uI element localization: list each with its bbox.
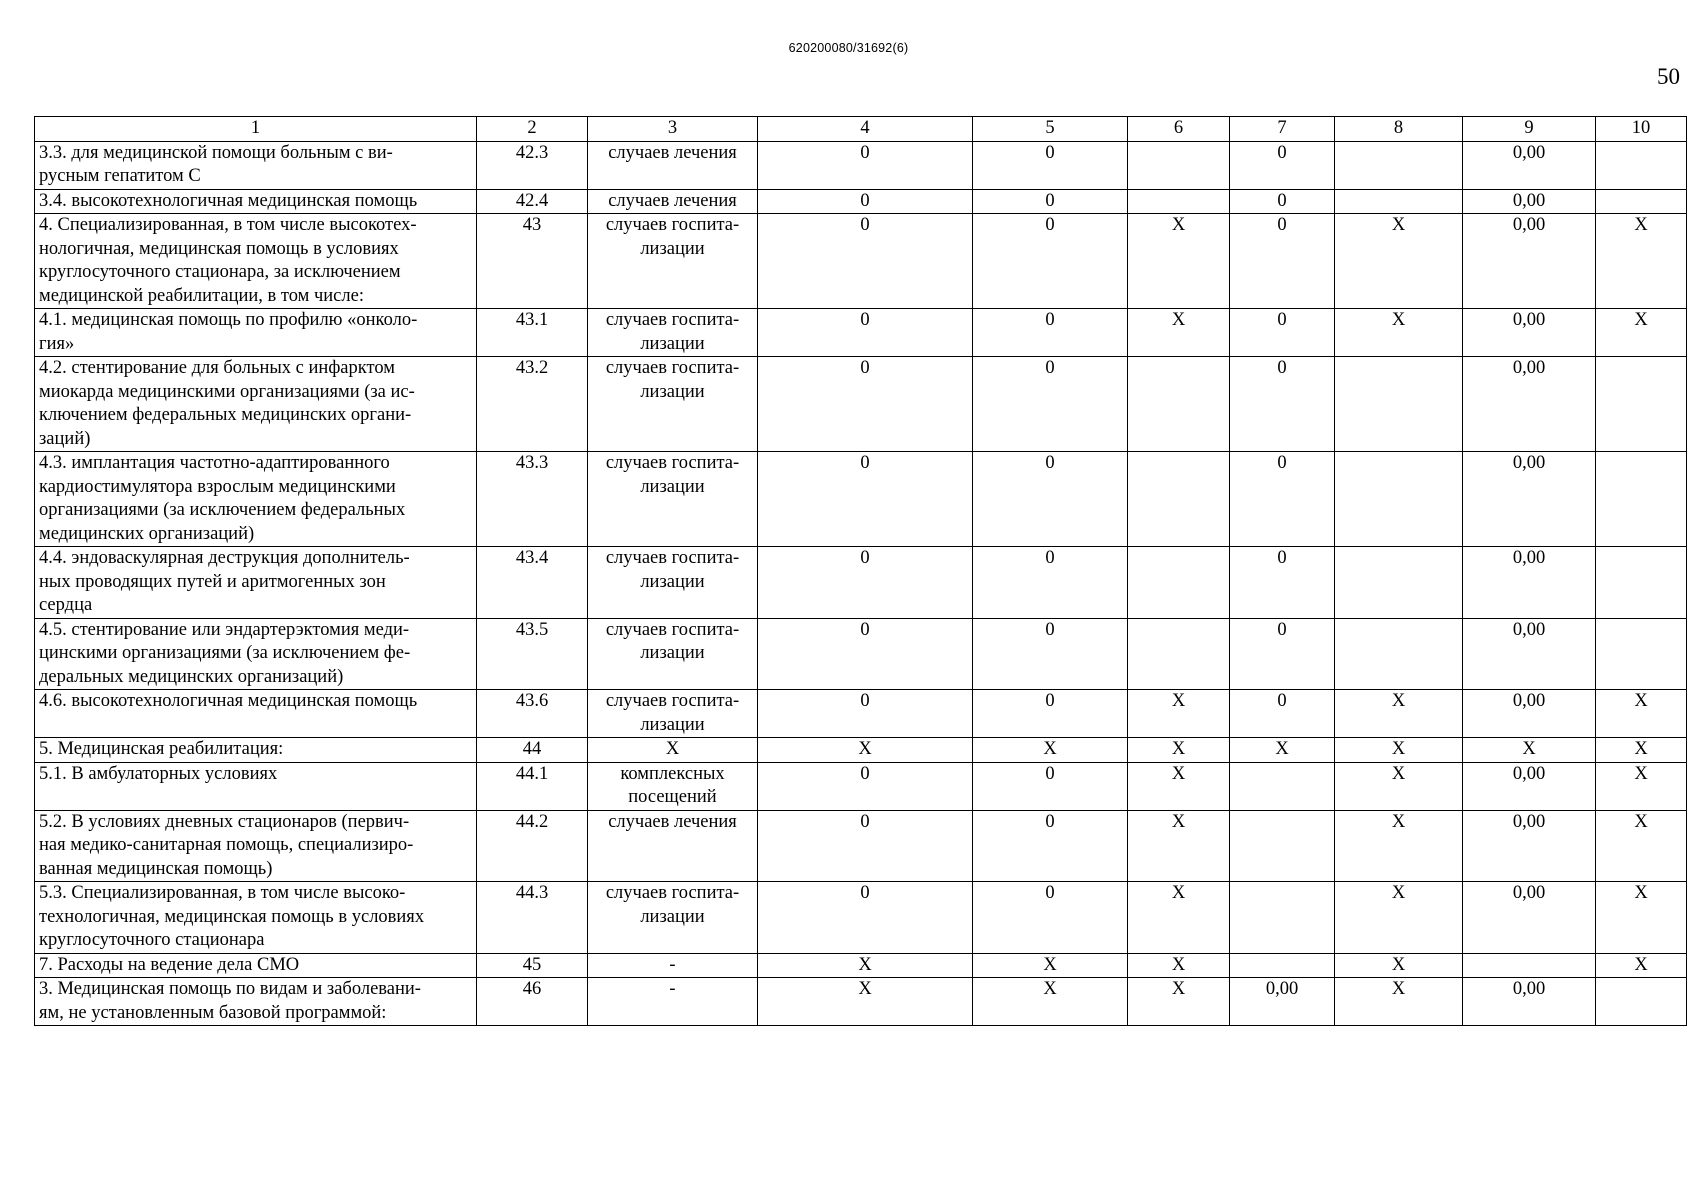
page-number: 50 xyxy=(1657,64,1680,89)
row-label-line: 7. Расходы на ведение дела СМО xyxy=(39,954,300,975)
table-cell: случаев лечения xyxy=(588,189,758,214)
row-label xyxy=(35,978,477,1026)
row-label-line: круглосуточного стационара xyxy=(39,930,265,950)
table-cell: 0,00 xyxy=(1463,452,1596,547)
row-label-line: медицинских организаций) xyxy=(39,523,255,544)
table-cell: 44.3 xyxy=(477,882,588,954)
table-cell: X xyxy=(1596,882,1687,954)
table-cell xyxy=(1128,141,1230,189)
row-label-line: 4.6. высокотехнологичная медицинская помощь xyxy=(39,691,418,711)
table-cell: X xyxy=(1128,810,1230,882)
row-label-line: ная медико-санитарная помощь, специализиро- xyxy=(39,835,414,855)
table-cell xyxy=(1596,618,1687,690)
table-cell xyxy=(1128,618,1230,690)
table-cell: X xyxy=(1596,762,1687,810)
table-cell: 0 xyxy=(973,309,1128,357)
table-cell: случаев госпита- лизации xyxy=(588,547,758,619)
row-label-line: ных проводящих путей и аритмогенных зон xyxy=(39,571,386,592)
header-cell: 5 xyxy=(973,117,1128,142)
table-cell xyxy=(1335,452,1463,547)
row-label xyxy=(35,953,477,978)
table-cell: 0 xyxy=(1230,214,1335,309)
row-label-line: нологичная, медицинская помощь в условиях xyxy=(39,238,399,259)
table-cell: 0,00 xyxy=(1463,882,1596,954)
row-label xyxy=(35,810,477,882)
table-cell: 0,00 xyxy=(1463,214,1596,309)
table-cell: X xyxy=(973,953,1128,978)
table-cell: X xyxy=(758,953,973,978)
table-cell: X xyxy=(1128,214,1230,309)
row-label-line: заций) xyxy=(39,428,91,449)
table-cell: X xyxy=(1230,738,1335,763)
row-label-line: ключением федеральных медицинских органи- xyxy=(39,405,412,425)
table-row xyxy=(35,882,1687,954)
table-row xyxy=(35,141,1687,189)
table-cell xyxy=(1335,189,1463,214)
table-cell: 0 xyxy=(1230,618,1335,690)
table-row xyxy=(35,810,1687,882)
row-label-line: деральных медицинских организаций) xyxy=(39,666,344,687)
table-cell: 0,00 xyxy=(1463,547,1596,619)
table-cell: X xyxy=(1128,309,1230,357)
row-label-line: цинскими организациями (за исключением фе- xyxy=(39,643,411,663)
table-cell: X xyxy=(1335,214,1463,309)
table-cell: X xyxy=(1335,978,1463,1026)
header-cell: 1 xyxy=(35,117,477,142)
table-cell: X xyxy=(1128,738,1230,763)
table-cell: случаев госпита- лизации xyxy=(588,309,758,357)
table-row xyxy=(35,309,1687,357)
table-cell: 0 xyxy=(973,810,1128,882)
row-label xyxy=(35,309,477,357)
table-cell: X xyxy=(1596,953,1687,978)
table-cell: X xyxy=(758,738,973,763)
table-cell: 0 xyxy=(973,882,1128,954)
table-cell: - xyxy=(588,978,758,1026)
table-cell: X xyxy=(1335,309,1463,357)
header-cell: 6 xyxy=(1128,117,1230,142)
header-cell: 10 xyxy=(1596,117,1687,142)
table-row xyxy=(35,953,1687,978)
table-cell: X xyxy=(1596,309,1687,357)
header-cell: 8 xyxy=(1335,117,1463,142)
table-row xyxy=(35,978,1687,1026)
row-label-line: русным гепатитом С xyxy=(39,166,201,186)
table-cell: X xyxy=(1596,214,1687,309)
table-cell: 0,00 xyxy=(1463,762,1596,810)
table-cell xyxy=(1596,357,1687,452)
row-label-line: технологичная, медицинская помощь в условиях xyxy=(39,906,425,927)
table-cell: X xyxy=(1596,810,1687,882)
table-cell: 0 xyxy=(758,214,973,309)
row-label-line: круглосуточного стационара, за исключением xyxy=(39,262,401,282)
row-label-line: 5.3. Специализированная, в том числе высоко- xyxy=(39,883,406,903)
table-row xyxy=(35,452,1687,547)
table-cell xyxy=(1463,953,1596,978)
table-cell: 0,00 xyxy=(1463,357,1596,452)
row-label-line: миокарда медицинскими организациями (за ис- xyxy=(39,381,415,402)
table-cell: X xyxy=(1128,690,1230,738)
table-cell: 0 xyxy=(758,452,973,547)
row-label-line: гия» xyxy=(39,333,75,354)
table-cell: 0 xyxy=(758,762,973,810)
table-cell: X xyxy=(1335,762,1463,810)
table-cell: случаев госпита- лизации xyxy=(588,690,758,738)
table-cell: 46 xyxy=(477,978,588,1026)
table-cell: X xyxy=(1128,882,1230,954)
table-row xyxy=(35,762,1687,810)
table-cell xyxy=(1128,547,1230,619)
row-label-line: 5.1. В амбулаторных условиях xyxy=(39,763,278,784)
table-cell: X xyxy=(1596,690,1687,738)
table-cell: случаев лечения xyxy=(588,141,758,189)
header-cell: 7 xyxy=(1230,117,1335,142)
table-row xyxy=(35,618,1687,690)
table-cell: X xyxy=(973,978,1128,1026)
table-cell: случаев госпита- лизации xyxy=(588,882,758,954)
row-label xyxy=(35,141,477,189)
table-cell: комплексных посещений xyxy=(588,762,758,810)
table-cell: случаев лечения xyxy=(588,810,758,882)
table-cell: 0 xyxy=(758,547,973,619)
table-cell: случаев госпита- лизации xyxy=(588,214,758,309)
table-cell: X xyxy=(1335,738,1463,763)
table-cell: 43.1 xyxy=(477,309,588,357)
table-cell: 0 xyxy=(1230,547,1335,619)
table-cell xyxy=(1230,953,1335,978)
table-cell: 0 xyxy=(973,618,1128,690)
table-cell: 0 xyxy=(758,690,973,738)
table-cell: 0 xyxy=(1230,690,1335,738)
table-cell: X xyxy=(1335,882,1463,954)
table-cell: 43 xyxy=(477,214,588,309)
table-cell: 0 xyxy=(973,690,1128,738)
table-row xyxy=(35,690,1687,738)
table-cell: X xyxy=(1596,738,1687,763)
table-cell: 42.4 xyxy=(477,189,588,214)
table-cell xyxy=(1335,141,1463,189)
table-cell: 44 xyxy=(477,738,588,763)
table-cell: X xyxy=(1128,978,1230,1026)
table-cell xyxy=(1230,810,1335,882)
table-cell: X xyxy=(1335,810,1463,882)
row-label xyxy=(35,882,477,954)
table-cell: 45 xyxy=(477,953,588,978)
table-cell xyxy=(1128,357,1230,452)
table-cell: 44.2 xyxy=(477,810,588,882)
table-cell: 0 xyxy=(973,189,1128,214)
table-cell: 0 xyxy=(758,882,973,954)
row-label xyxy=(35,452,477,547)
table-cell: 0,00 xyxy=(1463,189,1596,214)
row-label-line: 4.4. эндоваскулярная деструкция дополнитель- xyxy=(39,548,410,568)
row-label-line: ванная медицинская помощь) xyxy=(39,858,273,879)
data-table xyxy=(34,116,1687,1026)
table-cell: случаев госпита- лизации xyxy=(588,618,758,690)
table-cell: 0,00 xyxy=(1463,690,1596,738)
table-cell: 43.6 xyxy=(477,690,588,738)
table-cell xyxy=(1596,978,1687,1026)
header-row xyxy=(35,117,1687,142)
table-cell: 0 xyxy=(758,618,973,690)
table-row xyxy=(35,357,1687,452)
table-cell: 0 xyxy=(1230,452,1335,547)
table-row xyxy=(35,214,1687,309)
row-label-line: сердца xyxy=(39,595,93,615)
row-label-line: кардиостимулятора взрослым медицинскими xyxy=(39,476,396,497)
table-cell: 0 xyxy=(1230,357,1335,452)
row-label-line: 3.3. для медицинской помощи больным с ви- xyxy=(39,142,393,163)
table-cell: X xyxy=(588,738,758,763)
table-cell: - xyxy=(588,953,758,978)
table-cell xyxy=(1596,547,1687,619)
header-cell: 9 xyxy=(1463,117,1596,142)
table-cell: 0 xyxy=(973,141,1128,189)
table-cell xyxy=(1128,452,1230,547)
row-label xyxy=(35,618,477,690)
table-cell: 0 xyxy=(758,141,973,189)
table-cell: 43.5 xyxy=(477,618,588,690)
row-label xyxy=(35,189,477,214)
table-cell: 0 xyxy=(758,189,973,214)
table-cell: X xyxy=(1128,762,1230,810)
table-cell xyxy=(1230,882,1335,954)
table-cell: 0 xyxy=(973,452,1128,547)
row-label-line: медицинской реабилитации, в том числе: xyxy=(39,285,364,306)
table-row xyxy=(35,738,1687,763)
row-label xyxy=(35,357,477,452)
table-cell: X xyxy=(973,738,1128,763)
table-cell: 0 xyxy=(1230,141,1335,189)
row-label-line: ям, не установленным базовой программой: xyxy=(39,1002,387,1023)
table-cell xyxy=(1335,618,1463,690)
table-cell: 0 xyxy=(973,762,1128,810)
table-cell: случаев госпита- лизации xyxy=(588,452,758,547)
table-cell: 0,00 xyxy=(1463,618,1596,690)
table-cell: 0 xyxy=(1230,189,1335,214)
row-label-line: организациями (за исключением федеральных xyxy=(39,500,406,520)
table-cell xyxy=(1596,452,1687,547)
header-cell: 2 xyxy=(477,117,588,142)
row-label xyxy=(35,762,477,810)
table-cell xyxy=(1596,141,1687,189)
table-cell: случаев госпита- лизации xyxy=(588,357,758,452)
header-cell: 3 xyxy=(588,117,758,142)
row-label-line: 4.2. стентирование для больных с инфарктом xyxy=(39,358,395,378)
table-cell: 0 xyxy=(973,357,1128,452)
table-cell: X xyxy=(1335,690,1463,738)
table-cell: 0,00 xyxy=(1463,309,1596,357)
table-cell xyxy=(1335,357,1463,452)
table-cell: 0 xyxy=(758,810,973,882)
row-label xyxy=(35,547,477,619)
row-label-line: 3. Медицинская помощь по видам и заболевани- xyxy=(39,979,421,999)
row-label xyxy=(35,738,477,763)
table-cell: 0,00 xyxy=(1463,978,1596,1026)
row-label-line: 3.4. высокотехнологичная медицинская помощь xyxy=(39,190,418,211)
table-cell: 0,00 xyxy=(1230,978,1335,1026)
row-label-line: 4. Специализированная, в том числе высокотех- xyxy=(39,215,417,235)
table-cell: 0 xyxy=(973,547,1128,619)
row-label-line: 4.5. стентирование или эндартерэктомия меди- xyxy=(39,619,410,640)
table-cell: 0 xyxy=(973,214,1128,309)
table-cell: 43.2 xyxy=(477,357,588,452)
table-cell: 43.4 xyxy=(477,547,588,619)
table-row xyxy=(35,547,1687,619)
row-label xyxy=(35,690,477,738)
table-cell: 0 xyxy=(1230,309,1335,357)
table-cell: 0 xyxy=(758,357,973,452)
table-cell xyxy=(1128,189,1230,214)
table-cell xyxy=(1230,762,1335,810)
document-code: 620200080/31692(6) xyxy=(788,41,909,55)
table-cell xyxy=(1596,189,1687,214)
table-cell: 44.1 xyxy=(477,762,588,810)
header-cell: 4 xyxy=(758,117,973,142)
row-label-line: 4.3. имплантация частотно-адаптированного xyxy=(39,453,390,473)
table-cell xyxy=(1335,547,1463,619)
table-cell: X xyxy=(1335,953,1463,978)
table-cell: X xyxy=(1128,953,1230,978)
row-label-line: 4.1. медицинская помощь по профилю «онколо- xyxy=(39,310,418,330)
table-cell: 42.3 xyxy=(477,141,588,189)
table-cell: 0,00 xyxy=(1463,141,1596,189)
row-label-line: 5. Медицинская реабилитация: xyxy=(39,739,284,759)
table-cell: 0 xyxy=(758,309,973,357)
row-label xyxy=(35,214,477,309)
table-cell: 43.3 xyxy=(477,452,588,547)
table-row xyxy=(35,189,1687,214)
row-label-line: 5.2. В условиях дневных стационаров (первич- xyxy=(39,811,410,832)
table-cell: X xyxy=(1463,738,1596,763)
table-cell: X xyxy=(758,978,973,1026)
table-cell: 0,00 xyxy=(1463,810,1596,882)
